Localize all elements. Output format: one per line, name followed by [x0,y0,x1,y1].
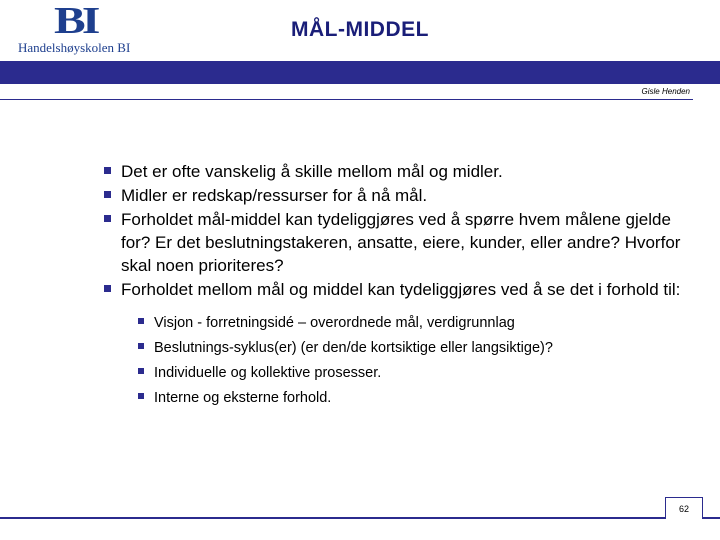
page-number: 62 [665,497,703,519]
bullet-item [104,208,704,277]
bullet-item [104,160,704,183]
sub-bullet-text: Beslutnings-syklus(er) (er den/de kortsiktige eller langsiktige)? [154,340,553,356]
bullet-item [104,278,704,301]
sub-bullet-text: Interne og eksterne forhold. [154,390,332,406]
square-bullet-icon [104,215,111,222]
bullet-item [104,184,704,207]
bullet-text: Det er ofte vanskelig å skille mellom mål og midler. [121,162,503,181]
square-bullet-icon [104,167,111,174]
bi-logo-text: Handelshøyskolen BI [18,40,131,55]
sub-bullet-text: Individuelle og kollektive prosesser. [154,365,382,381]
square-bullet-icon [138,368,144,374]
sub-bullet-item [138,387,704,409]
square-bullet-icon [104,285,111,292]
slide-title: MÅL-MIDDEL [291,18,429,41]
header-band [0,61,720,84]
bullet-text: Forholdet mål-middel kan tydeliggjøres ved å spørre hvem målene gjelde for? Er det beslutningstakeren, ansatte, eiere, kunder, eller andre? Hvorfor skal noen prioriteres? [121,210,681,275]
sub-bullet-item [138,362,704,384]
bi-logo-mark: BI [54,0,97,42]
bullet-text: Midler er redskap/ressurser for å nå mål. [121,186,428,205]
square-bullet-icon [138,343,144,349]
bullet-list [104,160,704,412]
header-divider [0,99,693,100]
author-name: Gisle Henden [641,87,690,96]
sub-bullet-list [138,312,704,409]
square-bullet-icon [138,318,144,324]
sub-bullet-item [138,337,704,359]
square-bullet-icon [138,393,144,399]
bullet-text: Forholdet mellom mål og middel kan tydeliggjøres ved å se det i forhold til: [121,280,681,299]
sub-bullet-item [138,312,704,334]
sub-bullet-text: Visjon - forretningsidé – overordnede mål, verdigrunnlag [154,315,515,331]
footer-divider [0,517,720,519]
square-bullet-icon [104,191,111,198]
